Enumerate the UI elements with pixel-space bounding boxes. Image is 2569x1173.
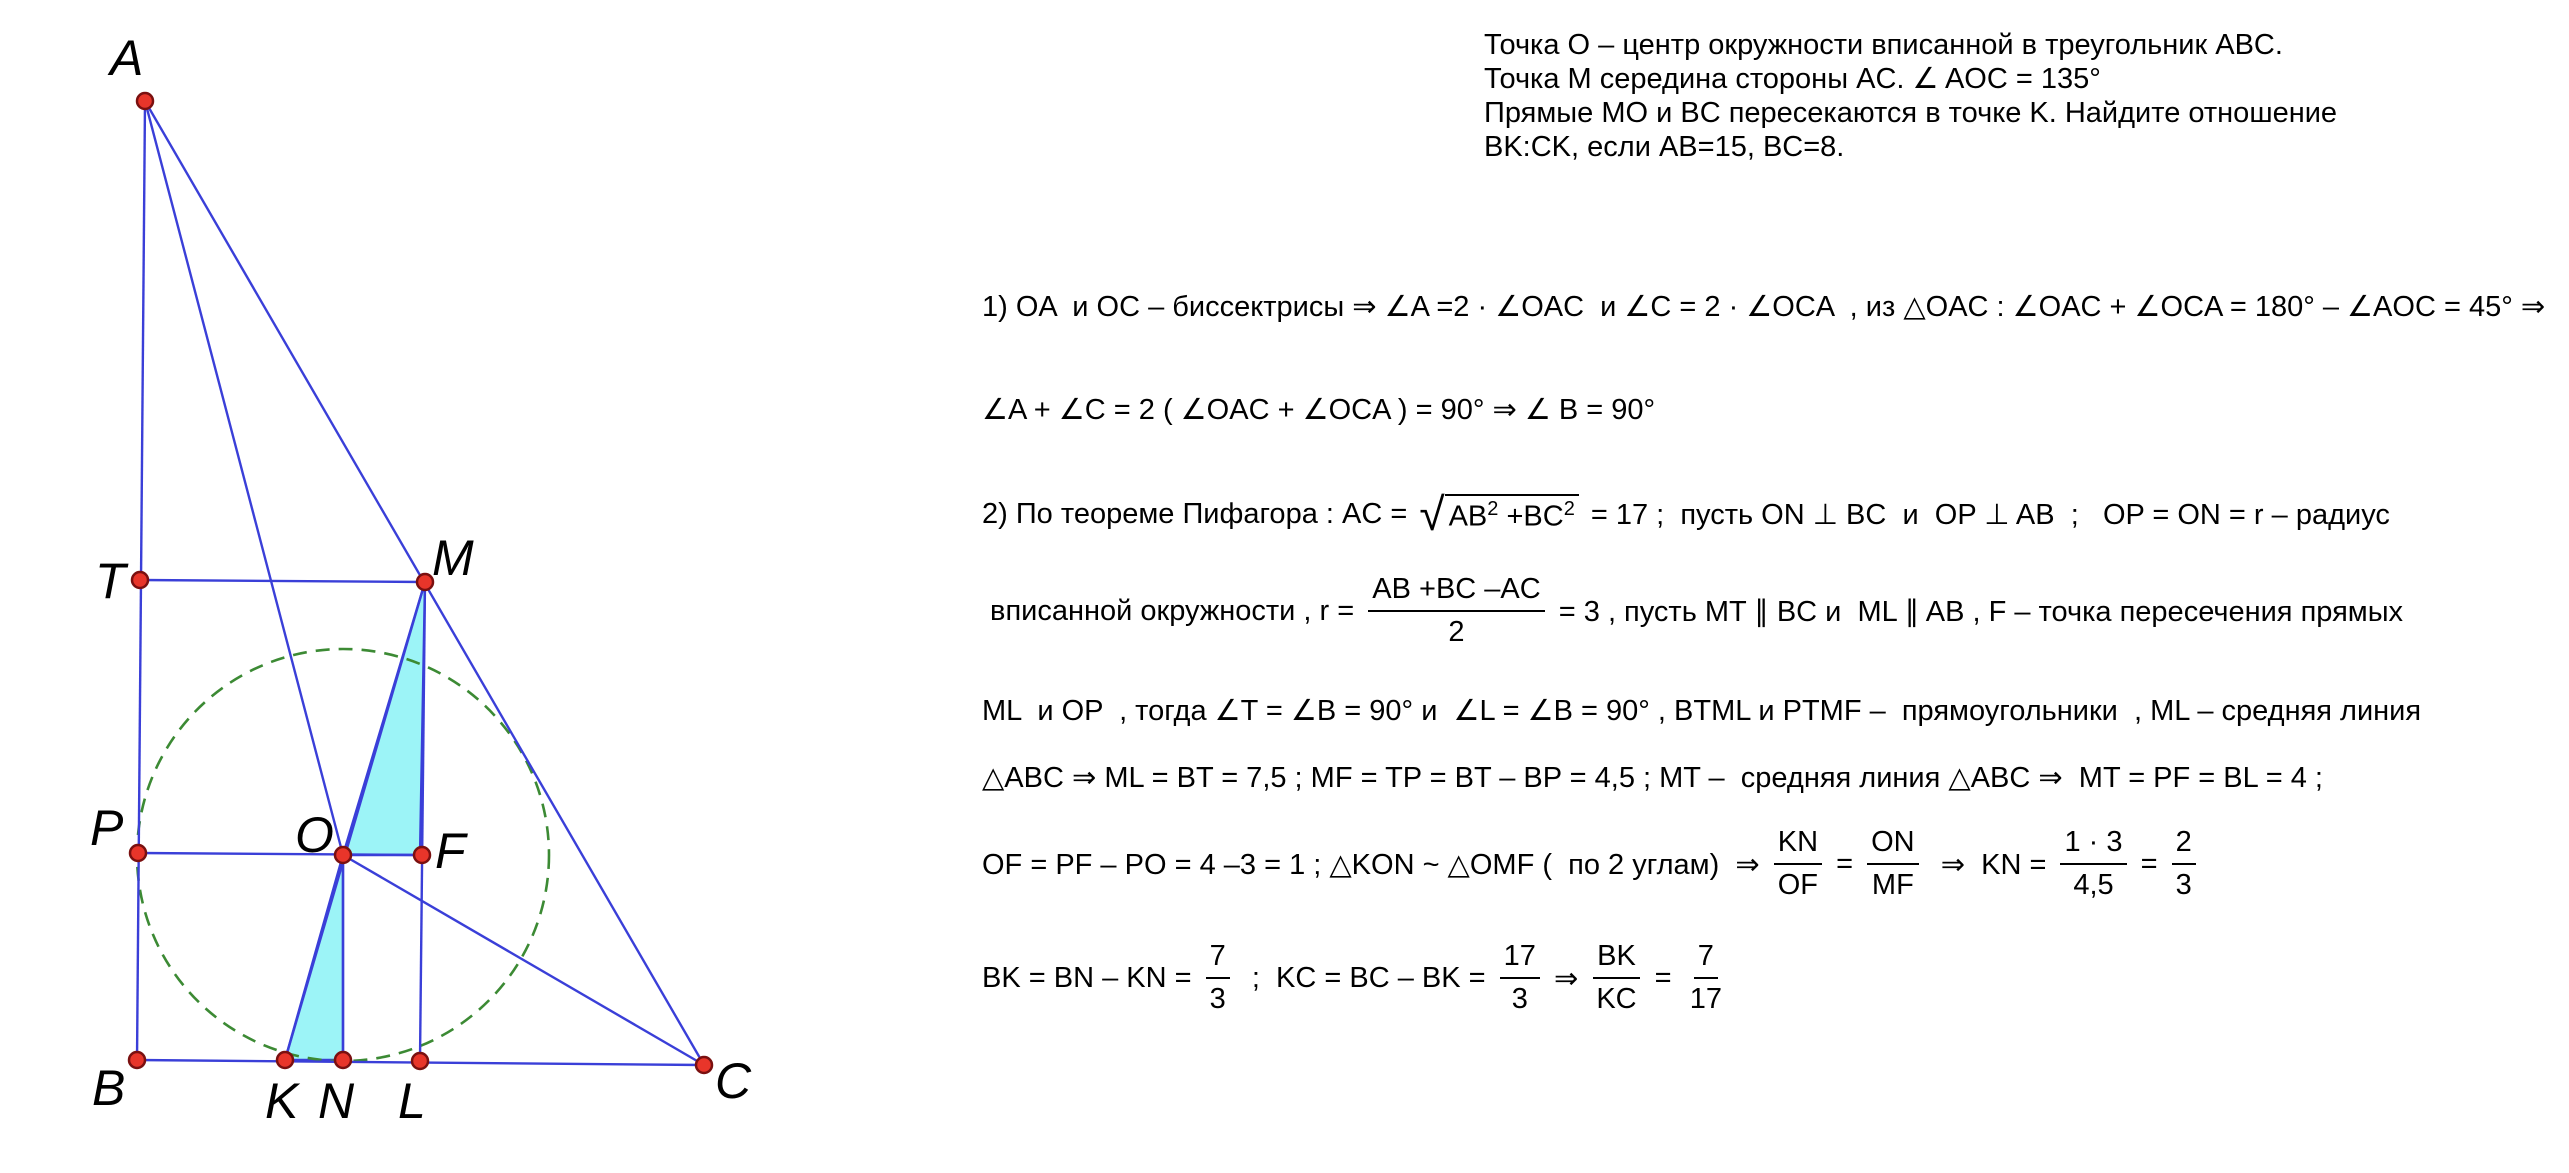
radicand: $AB^2 +BC^2$ xyxy=(1445,494,1579,534)
label-l: L xyxy=(398,1073,426,1129)
point-a xyxy=(137,93,153,109)
fraction-radius: $\frac{AB +BC -AC}{2}$ xyxy=(1368,573,1544,649)
solution-step-6 xyxy=(982,760,2323,795)
point-p xyxy=(130,845,146,861)
label-m: M xyxy=(432,530,474,586)
problem-line-1: Точка O – центр окружности вписанной в треугольник ABC. xyxy=(1484,29,2283,61)
bisector-ao xyxy=(145,101,343,855)
solution-text-3a: 2) По теореме Пифагора : AC = xyxy=(982,497,1416,530)
solution-text-5: ML и OP , тогда ∠T = ∠B = 90° и ∠L = ∠B = 90° , BTML и PTMF – прямоугольники , ML – средняя линия xyxy=(982,695,2422,727)
label-k: K xyxy=(265,1073,299,1129)
problem-line-3: Прямые MO и BC пересекаются в точке K. Найдите отношение xyxy=(1484,97,2338,129)
solution-step-8: BK = BN – KN = $\frac{7}{3}$ ; KC = BC – BK = $\frac{17}{3}$ ⇒ $\frac{BK}{KC}$ = $\frac{7}{17}$ xyxy=(982,940,1732,1016)
point-o xyxy=(335,847,351,863)
point-n xyxy=(335,1052,351,1068)
solution-step-4 xyxy=(982,573,2403,649)
point-b xyxy=(129,1052,145,1068)
solution-step-1 xyxy=(982,289,2545,324)
label-o: O xyxy=(295,807,334,863)
label-b: B xyxy=(92,1060,126,1116)
solution-step-3 xyxy=(982,488,2390,540)
sqrt-expression xyxy=(1419,488,1578,540)
label-p: P xyxy=(90,800,124,856)
solution-step-5 xyxy=(982,693,2421,728)
point-f xyxy=(414,847,430,863)
point-l xyxy=(412,1053,428,1069)
fraction-7-17: $\frac{7}{17}$ xyxy=(1689,940,1722,1015)
geometry-figure xyxy=(0,0,960,1173)
solution-step-2 xyxy=(982,392,1655,427)
solution-text-2: ∠A + ∠C = 2 ( ∠OAC + ∠OCA ) = 90° ⇒ ∠ B = 90° xyxy=(982,394,1656,426)
fraction-on-mf: $\frac{ON}{MF}$ xyxy=(1867,826,1919,902)
radical-sign: √ xyxy=(1419,488,1445,540)
point-t xyxy=(132,572,148,588)
problem-line-4: BK:CK, если AB=15, BC=8. xyxy=(1484,131,1845,163)
fraction-1x3-over-4-5: $\frac{1 \cdot 3}{4,5}$ xyxy=(2060,826,2126,902)
fraction-bk-kc: $\frac{BK}{KC}$ xyxy=(1592,940,1640,1016)
problem-line-2: Точка M середина стороны AC. ∠ AOC = 135° xyxy=(1484,63,2101,95)
solution-text-4b: = 3 , пусть MT ∥ BC и ML ∥ AB , F – точка пересечения прямых xyxy=(1550,595,2404,628)
fraction-kn-of: $\frac{KN}{OF}$ xyxy=(1774,826,1822,902)
label-f: F xyxy=(435,823,466,879)
bisector-oc xyxy=(343,855,704,1065)
solution-text-1: 1) OA и OC – биссектрисы ⇒ ∠A =2 · ∠OAC и ∠C = 2 · ∠OCA , из △OAC : ∠OAC + ∠OCA = 180° – ∠AOC = 45° ⇒ xyxy=(982,291,2546,323)
label-n: N xyxy=(318,1073,355,1129)
point-c xyxy=(696,1057,712,1073)
label-a: A xyxy=(110,30,144,86)
solution-text-3b: = 17 ; пусть ON ⊥ BC и OP ⊥ AB ; OP = ON = r – радиус xyxy=(1582,498,2390,531)
fraction-7-3: $\frac{7}{3}$ xyxy=(1206,940,1230,1016)
fraction-17-3: $\frac{17}{3}$ xyxy=(1500,940,1540,1016)
fraction-2-3: $\frac{2}{3}$ xyxy=(2172,826,2196,902)
segment-mt xyxy=(140,580,425,582)
solution-step-7: OF = PF – PO = 4 –3 = 1 ; △KON ~ △OMF ( по 2 углам) ⇒ $\frac{KN}{OF}$ = $\frac{ON}{MF}$ ⇒ KN = $\frac{1 \cdot 3}{4,5}$ = $\frac{2}{3}$ xyxy=(982,826,2202,902)
solution-text-6: △ABC ⇒ ML = BT = 7,5 ; MF = TP = BT – BP = 4,5 ; MT – средняя линия △ABC ⇒ MT = PF = BL = 4 ; xyxy=(982,762,2323,794)
point-m xyxy=(417,574,433,590)
problem-statement xyxy=(1484,28,2337,164)
solution-text-7a: OF = PF – PO = 4 –3 = 1 ; △KON ~ △OMF ( по 2 углам) ⇒ xyxy=(982,848,1768,881)
solution-text-8a: BK = BN – KN = xyxy=(982,961,1200,994)
label-c: C xyxy=(715,1053,752,1109)
label-t: T xyxy=(95,553,126,609)
point-k xyxy=(277,1052,293,1068)
solution-text-4a: вписанной окружности , r = xyxy=(982,594,1363,627)
